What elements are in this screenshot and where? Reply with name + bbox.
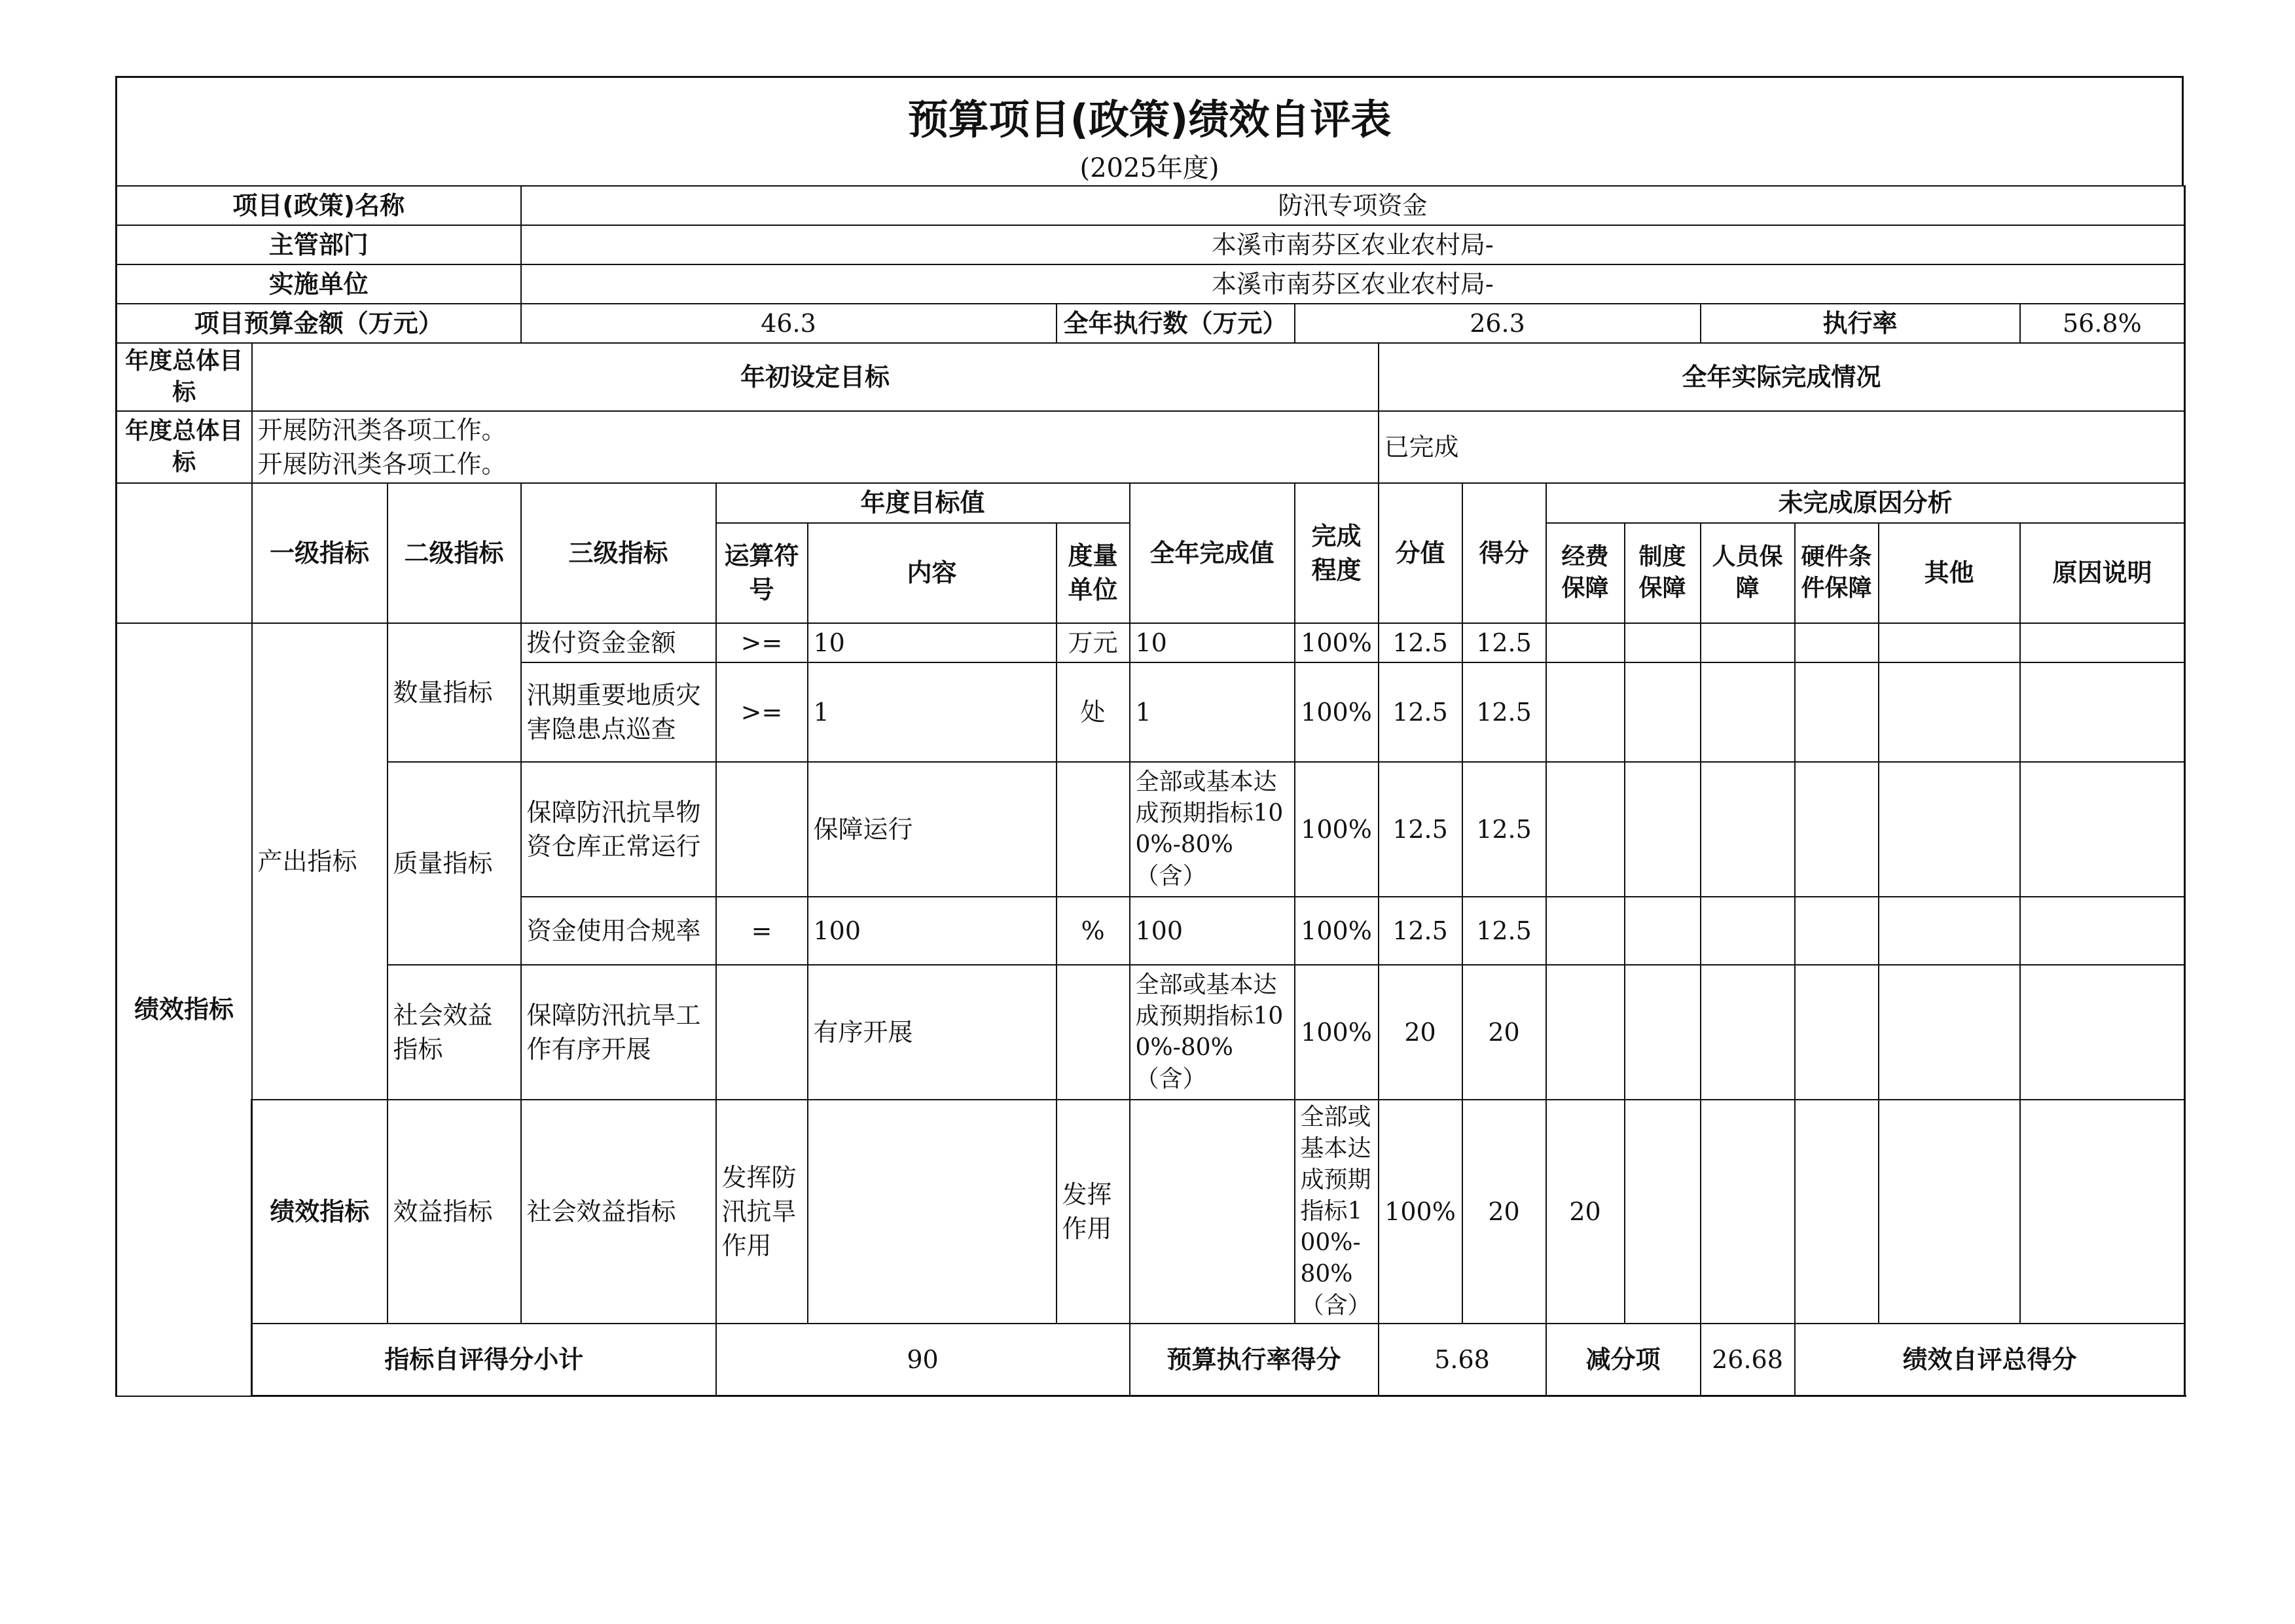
blank-cell [1546, 897, 1625, 965]
blank-cell [1701, 762, 1795, 897]
benefit-indicator-2: 效益指标 [388, 1100, 521, 1324]
social-benefit-indicator-2: 社会效益指标 [521, 1100, 716, 1324]
budget-label: 项目预算金额（万元） [117, 304, 521, 343]
blank-cell [2020, 762, 2185, 897]
header-reason-analysis: 未完成原因分析 [1546, 483, 2185, 523]
perf-indicator-label: 绩效指标 [117, 623, 252, 1396]
header-reason: 原因说明 [2020, 523, 2185, 623]
actual-header: 全年实际完成情况 [1379, 343, 2185, 411]
table-row [117, 762, 2185, 897]
unit [1130, 1100, 1295, 1324]
operator: >= [716, 623, 808, 662]
exec-score-value: 5.68 [1379, 1324, 1546, 1396]
evaluation-sheet [115, 76, 2184, 1397]
budget-row [117, 304, 2185, 343]
blank-cell [1546, 762, 1625, 897]
header-level3: 三级指标 [521, 483, 716, 623]
blank-cell [2020, 662, 2185, 762]
blank-cell [1795, 662, 1879, 762]
blank-cell [1795, 762, 1879, 897]
header-completed: 全年完成值 [1130, 483, 1295, 623]
table-row [117, 623, 2185, 662]
degree: 100% [1295, 762, 1379, 897]
header-score: 得分 [1462, 483, 1546, 623]
unit: 处 [1057, 662, 1130, 762]
unit-label: 实施单位 [117, 264, 521, 304]
blank-cell [1795, 897, 1879, 965]
year-subtitle: (2025年度) [1079, 153, 1220, 183]
score-value: 12.5 [1379, 762, 1462, 897]
actual-content: 已完成 [1379, 411, 2185, 483]
unit: 万元 [1057, 623, 1130, 662]
evaluation-table [115, 185, 2186, 1397]
header-hardware: 硬件条件保障 [1795, 523, 1879, 623]
score: 20 [1462, 965, 1546, 1100]
unit [1057, 965, 1130, 1100]
total-label: 绩效自评总得分 [1795, 1324, 2185, 1396]
blank-cell [1546, 623, 1625, 662]
degree: 100% [1379, 1100, 1462, 1324]
score-value: 12.5 [1379, 897, 1462, 965]
header-unit: 度量单位 [1057, 523, 1130, 623]
completed: 100 [1130, 897, 1295, 965]
content: 1 [808, 662, 1057, 762]
project-name-value: 防汛专项资金 [521, 186, 2185, 225]
degree: 100% [1295, 623, 1379, 662]
target-content [252, 411, 1379, 483]
goals-label-2: 年度总体目标 [117, 411, 252, 483]
footer-row [117, 1324, 2185, 1396]
quality-indicator: 质量指标 [388, 762, 521, 965]
operator [716, 762, 808, 897]
header-system: 制度保障 [1625, 523, 1701, 623]
target-header: 年初设定目标 [252, 343, 1379, 411]
blank-cell [2020, 965, 2185, 1100]
executed-value: 26.3 [1295, 304, 1701, 343]
dept-label: 主管部门 [117, 225, 521, 264]
blank-cell [1625, 965, 1701, 1100]
completed: 1 [1130, 662, 1295, 762]
blank-cell [1625, 623, 1701, 662]
blank-cell [1546, 965, 1625, 1100]
blank-cell [1795, 623, 1879, 662]
header-operator: 运算符号 [716, 523, 808, 623]
blank-cell [1701, 1100, 1795, 1324]
score: 12.5 [1462, 662, 1546, 762]
score: 12.5 [1462, 623, 1546, 662]
table-row [117, 965, 2185, 1100]
social-benefit-indicator: 社会效益指标 [388, 965, 521, 1100]
blank-cell [1546, 662, 1625, 762]
indicator-name: 保障防汛抗旱工作有序开展 [521, 965, 716, 1100]
table-row [117, 1100, 2185, 1324]
blank-cell [2020, 1100, 2185, 1324]
target-line-1: 开展防汛类各项工作。 [257, 416, 507, 444]
deduction-value: 26.68 [1701, 1324, 1795, 1396]
blank-cell [2020, 897, 2185, 965]
dept-row [117, 225, 2185, 264]
blank-cell [1879, 623, 2020, 662]
blank-cell [1879, 1100, 2020, 1324]
indicator-name: 发挥防汛抗旱作用 [716, 1100, 808, 1324]
unit-value: 本溪市南芬区农业农村局- [521, 264, 2185, 304]
operator: = [716, 897, 808, 965]
content: 发挥作用 [1057, 1100, 1130, 1324]
header-content: 内容 [808, 523, 1057, 623]
operator [716, 965, 808, 1100]
indicator-name: 资金使用合规率 [521, 897, 716, 965]
unit [1057, 762, 1130, 897]
degree: 100% [1295, 662, 1379, 762]
target-line-2: 开展防汛类各项工作。 [257, 450, 507, 478]
blank-cell [1701, 897, 1795, 965]
blank-cell [1625, 662, 1701, 762]
operator [808, 1100, 1057, 1324]
indicator-header-row-1 [117, 483, 2185, 523]
completed: 10 [1130, 623, 1295, 662]
title-area [115, 76, 2184, 185]
indicator-name: 拨付资金金额 [521, 623, 716, 662]
rate-label: 执行率 [1701, 304, 2020, 343]
content: 100 [808, 897, 1057, 965]
score-value: 12.5 [1379, 623, 1462, 662]
header-level1: 一级指标 [252, 483, 388, 623]
completed: 全部或基本达成预期指标100%-80%（含） [1130, 965, 1295, 1100]
header-personnel: 人员保障 [1701, 523, 1795, 623]
completed: 全部或基本达成预期指标100%-80%（含） [1130, 762, 1295, 897]
blank-cell [1625, 762, 1701, 897]
blank-cell [2020, 623, 2185, 662]
unit: % [1057, 897, 1130, 965]
blank-cell [1625, 897, 1701, 965]
goals-content-row [117, 411, 2185, 483]
page-title: 预算项目(政策)绩效自评表 [907, 96, 1392, 143]
blank-cell [1879, 662, 2020, 762]
score-value: 20 [1379, 965, 1462, 1100]
unit-row [117, 264, 2185, 304]
header-funding: 经费保障 [1546, 523, 1625, 623]
blank-cell [1795, 1100, 1879, 1324]
executed-label: 全年执行数（万元） [1057, 304, 1295, 343]
operator: >= [716, 662, 808, 762]
subtotal-value: 90 [716, 1324, 1130, 1396]
completed: 全部或基本达成预期指标100%-80%（含） [1295, 1100, 1379, 1324]
goals-header-row [117, 343, 2185, 411]
header-other: 其他 [1879, 523, 2020, 623]
score: 20 [1546, 1100, 1625, 1324]
blank-cell [1701, 623, 1795, 662]
degree: 100% [1295, 897, 1379, 965]
content: 10 [808, 623, 1057, 662]
header-degree: 完成程度 [1295, 483, 1379, 623]
score: 12.5 [1462, 897, 1546, 965]
header-level2: 二级指标 [388, 483, 521, 623]
header-blank [117, 483, 252, 623]
header-annual-target: 年度目标值 [716, 483, 1130, 523]
blank-cell [1625, 1100, 1701, 1324]
blank-cell [1701, 965, 1795, 1100]
indicator-name: 保障防汛抗旱物资仓库正常运行 [521, 762, 716, 897]
quantity-indicator: 数量指标 [388, 623, 521, 762]
blank-cell [1795, 965, 1879, 1100]
blank-cell [1879, 965, 2020, 1100]
score-value: 20 [1462, 1100, 1546, 1324]
goals-label: 年度总体目标 [117, 343, 252, 411]
output-indicator: 产出指标 [252, 623, 388, 1100]
blank-cell [1701, 662, 1795, 762]
degree: 100% [1295, 965, 1379, 1100]
header-score-value: 分值 [1379, 483, 1462, 623]
indicator-name: 汛期重要地质灾害隐患点巡查 [521, 662, 716, 762]
content: 有序开展 [808, 965, 1057, 1100]
project-name-label: 项目(政策)名称 [117, 186, 521, 225]
perf-indicator-label-2: 绩效指标 [252, 1100, 388, 1324]
score: 12.5 [1462, 762, 1546, 897]
subtotal-label: 指标自评得分小计 [252, 1324, 716, 1396]
deduction-label: 减分项 [1546, 1324, 1701, 1396]
exec-score-label: 预算执行率得分 [1130, 1324, 1379, 1396]
content: 保障运行 [808, 762, 1057, 897]
dept-value: 本溪市南芬区农业农村局- [521, 225, 2185, 264]
blank-cell [1879, 762, 2020, 897]
project-name-row [117, 186, 2185, 225]
blank-cell [1879, 897, 2020, 965]
score-value: 12.5 [1379, 662, 1462, 762]
budget-value: 46.3 [521, 304, 1057, 343]
rate-value: 56.8% [2020, 304, 2185, 343]
